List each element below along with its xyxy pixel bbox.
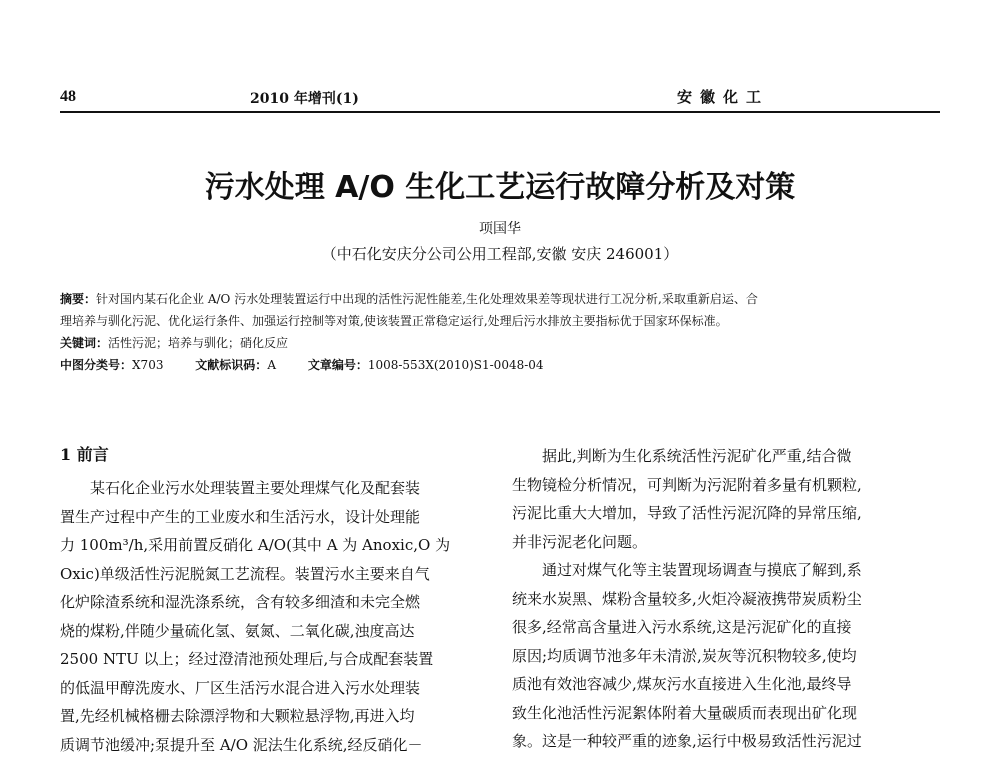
body-line: 质池有效池容减少,煤灰污水直接进入生化池,最终导 bbox=[512, 675, 852, 693]
keywords-text: 活性污泥；培养与驯化；硝化反应 bbox=[108, 336, 289, 350]
keywords-label: 关键词： bbox=[60, 336, 109, 350]
abstract-text-line1: 针对国内某石化企业 A/O 污水处理装置运行中出现的活性污泥性能差,生化处理效果差等现状进行工况分析,采取重新启运、合 bbox=[96, 292, 758, 306]
abstract-label: 摘要： bbox=[60, 292, 97, 306]
author-name: 项国华 bbox=[479, 221, 521, 237]
running-header bbox=[60, 82, 940, 112]
clc-label: 中图分类号： bbox=[60, 358, 133, 372]
clc-value: X703 bbox=[132, 358, 164, 372]
left-column bbox=[60, 442, 488, 759]
abstract bbox=[60, 288, 940, 310]
body-line: 烧的煤粉,伴随少量硫化氢、氨氮、二氧化碳,浊度高达 bbox=[60, 621, 415, 640]
body-line: 通过对煤气化等主装置现场调查与摸底了解到,系 bbox=[542, 561, 862, 579]
author-affiliation: （中石化安庆分公司公用工程部,安徽 安庆 246001） bbox=[321, 245, 679, 263]
abstract-text-line2: 理培养与驯化污泥、优化运行条件、加强运行控制等对策,使该装置正常稳定运行,处理后污水排放主要指标优于国家环保标准。 bbox=[60, 314, 728, 328]
body-line: 统来水炭黑、煤粉含量较多,火炬冷凝液携带炭质粉尘 bbox=[512, 589, 862, 608]
body-line: 生物镜检分析情况，可判断为污泥附着多量有机颗粒, bbox=[512, 475, 862, 494]
right-column bbox=[512, 442, 940, 756]
body-line: 的低温甲醇洗废水、厂区生活污水混合进入污水处理装 bbox=[60, 678, 421, 697]
page-number: 48 bbox=[60, 88, 76, 105]
body-line: 质调节池缓冲;泵提升至 A/O 泥法生化系统,经反硝化－ bbox=[60, 735, 423, 754]
header-rule bbox=[60, 111, 940, 113]
keywords bbox=[60, 332, 940, 354]
body-line: 力 100m³/h,采用前置反硝化 A/O(其中 A 为 Anoxic,O 为 bbox=[60, 536, 451, 554]
body-line: 并非污泥老化问题。 bbox=[512, 532, 648, 551]
body-line: Oxic)单级活性污泥脱氮工艺流程。装置污水主要来自气 bbox=[60, 564, 430, 583]
article-meta bbox=[60, 288, 940, 376]
body-line: 原因;均质调节池多年未清淤,炭灰等沉积物较多,使均 bbox=[512, 646, 857, 665]
body-line: 置,先经机械格栅去除漂浮物和大颗粒悬浮物,再进入均 bbox=[60, 707, 415, 725]
body-line: 某石化企业污水处理装置主要处理煤气化及配套装 bbox=[90, 479, 421, 497]
identifiers bbox=[60, 354, 940, 376]
article-no-value: 1008-553X(2010)S1-0048-04 bbox=[367, 358, 544, 372]
body-line: 象。这是一种较严重的迹象,运行中极易致活性污泥过 bbox=[512, 732, 862, 750]
body-line: 据此,判断为生化系统活性污泥矿化严重,结合微 bbox=[542, 447, 852, 465]
body-line: 污泥比重大大增加，导致了活性污泥沉降的异常压缩, bbox=[512, 504, 862, 522]
body-line: 置生产过程中产生的工业废水和生活污水，设计处理能 bbox=[60, 507, 421, 526]
doc-code-label: 文献标识码： bbox=[195, 358, 268, 372]
body-line: 致生化池活性污泥絮体附着大量碳质而表现出矿化现 bbox=[512, 703, 858, 722]
doc-code-value: A bbox=[267, 358, 276, 372]
article-title: 污水处理 A/O 生化工艺运行故障分析及对策 bbox=[204, 170, 796, 205]
journal-name: 安徽化工 bbox=[677, 88, 770, 106]
section-heading-introduction: 1 前言 bbox=[60, 445, 109, 464]
body-line: 化炉除渣系统和湿洗涤系统，含有较多细渣和未完全燃 bbox=[60, 593, 421, 611]
body-line: 2500 NTU 以上；经过澄清池预处理后,与合成配套装置 bbox=[60, 650, 434, 668]
article-no-label: 文章编号： bbox=[307, 358, 368, 372]
issue-label: 2010 年增刊(1) bbox=[250, 91, 359, 107]
body-line: 很多,经常高含量进入污水系统,这是污泥矿化的直接 bbox=[512, 618, 852, 636]
